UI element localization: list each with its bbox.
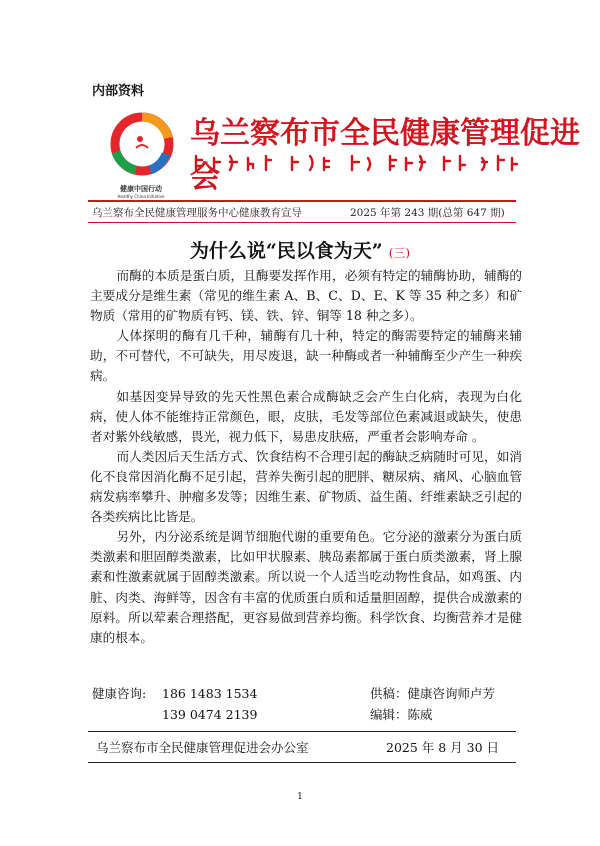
phone-number-2: 139 0474 2139	[162, 707, 258, 722]
article-title-text: 为什么说“民以食为天”	[189, 240, 383, 262]
healthy-china-logo	[106, 108, 178, 184]
logo-caption: 健康中国行动 Healthy China Initiative	[117, 185, 165, 199]
footer-divider-top	[88, 731, 516, 732]
paragraph: 人体探明的酶有几千种，辅酶有几十种，特定的酶需要特定的辅酶来辅助，不可替代，不可缺失，用尽废退，缺一种酶或者一种辅酶至少产生一种疾病。	[90, 328, 522, 384]
consult-label: 健康咨询:	[92, 686, 147, 701]
mongolian-script-decoration	[192, 152, 522, 174]
organization-title: 乌兰察布市全民健康管理促进会	[190, 116, 580, 195]
publisher-line: 乌兰察布全民健康管理服务中心健康教育宣导	[92, 207, 302, 219]
contributor: 供稿：健康咨询师卢芳	[370, 686, 496, 701]
internal-label: 内部资料	[92, 84, 145, 99]
header-divider	[88, 200, 516, 202]
phone-number-1: 186 1483 1534	[162, 686, 258, 701]
article-title	[0, 236, 600, 263]
office-name: 乌兰察布市全民健康管理促进会办公室	[96, 740, 309, 755]
paragraph: 另外，内分泌系统是调节细胞代谢的重要角色。它分泌的激素分为蛋白质类激素和胆固醇类激素，比如甲状腺素、胰岛素都属于蛋白质类激素，肾上腺素和性激素就属于固醇类激素。所以说一个人适当吃动物性食品，如鸡蛋、内脏、肉类、海鲜等，因含有丰富的优质蛋白质和适量胆固醇，提供合成激素的原料。所以荤素合理搭配，更容易做到营养均衡。科学饮食、均衡营养才是健康的根本。	[90, 529, 522, 645]
footer-divider-bottom	[88, 762, 516, 763]
page-number: 1	[297, 792, 303, 802]
article-body	[90, 266, 522, 648]
issue-number: 2025 年第 243 期(总第 647 期)	[350, 207, 505, 219]
editor: 编辑：陈威	[370, 707, 433, 722]
article-part: (三)	[388, 246, 411, 260]
paragraph: 而人类因后天生活方式、饮食结构不合理引起的酶缺乏病随时可见，如消化不良常因消化酶不足引起，营养失衡引起的肥胖、糖尿病、痛风、心脑血管病发病率攀升、肿瘤多发等；因维生素、矿物质、益生菌、纤维素缺乏引起的各类疾病比比皆是。	[90, 448, 522, 525]
paragraph: 如基因变异导致的先天性黑色素合成酶缺乏会产生白化病，表现为白化病，使人体不能维持正常颜色，眼，皮肤，毛发等部位色素减退或缺失，使患者对紫外线敏感，畏光，视力低下，易患皮肤癌，严重者会影响寿命 。	[90, 388, 522, 444]
paragraph: 而酶的本质是蛋白质，且酶要发挥作用，必须有特定的辅酶协助，辅酶的主要成分是维生素（常见的维生素 A、B、C、D、E、K 等 35 种之多）和矿物质（常用的矿物质有钙、镁、铁、锌、铜等 18 种之多）。	[90, 268, 522, 324]
header-divider-thin	[88, 222, 516, 223]
publish-date: 2025 年 8 月 30 日	[386, 740, 500, 755]
